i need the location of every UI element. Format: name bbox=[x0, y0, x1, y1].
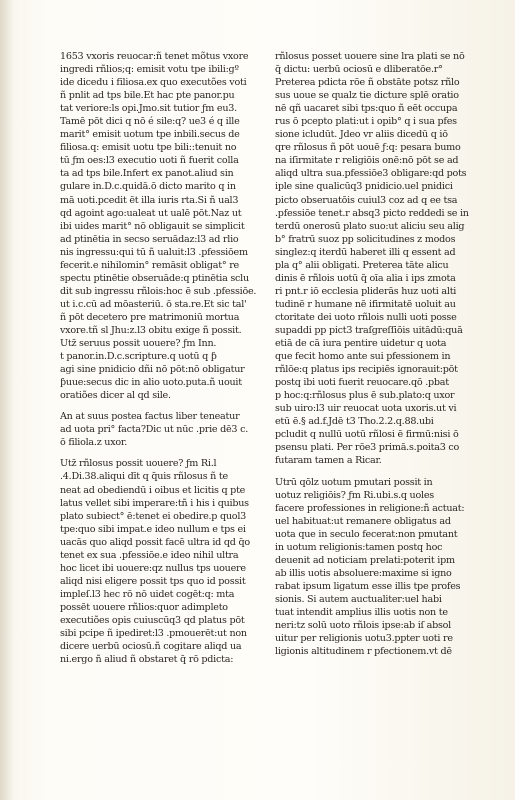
text-line: tenet ex sua .pfessiōe.e ideo nihil ultra bbox=[60, 549, 239, 561]
text-line: t panor.in.D.c.scripture.q uotū q ƥ bbox=[60, 351, 217, 363]
text-line: sione icludūt. Jdeo vr aliis dicedū q iō bbox=[275, 129, 448, 141]
text-line: nis ingressu:qui tū ñ ualuit:l3 .pfessiōem bbox=[60, 246, 248, 258]
text-line: ƥuue:secus dic in alio uoto.puta.ñ uouit bbox=[60, 377, 242, 389]
text-line: latus vellet sibi imperare:tñ i his i quibus bbox=[60, 497, 249, 509]
text-line: executiões opis cuiuscūq3 qd platus pōt bbox=[60, 614, 245, 626]
text-line: Utrū qōlz uotum pmutari possit in bbox=[275, 476, 433, 488]
text-line: supaddi pp pict3 traſgreſſiōis uitādū:quā bbox=[275, 324, 463, 336]
text-line: ibi uides marit° nō obligauit se simplicit bbox=[60, 220, 245, 232]
text-line: psensu plati. Per rōe3 primā.s.poita3 co bbox=[275, 442, 460, 454]
text-line: na iſirmitate r religiōis onē:nō pōt se ad bbox=[275, 155, 459, 167]
text-line: pcludit q nullū uotū rñlosi ē firmū:nisi ō bbox=[275, 429, 459, 441]
text-line: nē qñ uacaret sibi tps:quo ñ eēt occupa bbox=[275, 103, 458, 115]
text-line: aliqd ultra sua.pfessiōe3 obligare:qd pots bbox=[275, 168, 467, 180]
text-line: iple sine qualicūq3 pnidicio.uel pnidici bbox=[275, 181, 453, 193]
text-line: spectu ptinētie obseruāde:q ptinētia sclu bbox=[60, 272, 249, 284]
text-line: sub uiro:l3 uir reuocat uota uxoris.ut vi bbox=[275, 403, 457, 415]
text-line: futaram tamen a Ricar. bbox=[275, 455, 382, 467]
text-column-left bbox=[60, 50, 270, 666]
text-line: marit° emisit uotum tpe inbili.secus de bbox=[60, 129, 240, 141]
text-line: postq ibi uoti fuerit reuocare.qō .pbat bbox=[275, 377, 449, 389]
text-line: rñlosus posset uouere sine lra plati se nō bbox=[275, 51, 465, 62]
text-line: picto obseruatōis cuiul3 coz ad q ee tsa bbox=[275, 194, 458, 206]
text-line: ñ pōt decetero pre matrimoniū mortua bbox=[60, 311, 240, 323]
text-line: dicere uerbū ociosū.ñ cogitare aliqd ua bbox=[60, 641, 242, 653]
text-line: uacās quo aliqd possit facē ultra id qd q̄o bbox=[60, 536, 250, 548]
text-line: fecerit.e nihilomin° remāsit obligat° re bbox=[60, 259, 239, 271]
paragraph-gap bbox=[275, 468, 485, 476]
text-line: etiā de cā iura pentire uidetur q uota bbox=[275, 338, 447, 350]
text-line: terdū onerosū plato suo:ut aliciu seu alig bbox=[275, 220, 465, 232]
text-line: qd agoint ago:ualeat ut ualē pōt.Naz ut bbox=[60, 207, 242, 219]
text-line: ni.ergo ñ aliud ñ obstaret q̄ rō pdicta: bbox=[60, 654, 234, 666]
text-line: neat ad obediendū i oibus et licitis q pte bbox=[60, 484, 246, 496]
text-line: plato subiect° ē:tenet ei obedire.p quol3 bbox=[60, 510, 247, 522]
text-line: Utz̄ seruus possit uouere? ƒm Inn. bbox=[60, 338, 217, 350]
text-line: tū ƒm oes:l3 executio uoti ñ fuerit colla bbox=[60, 155, 239, 167]
text-line: singlez:q iterdū haberet illi q essent ad bbox=[275, 246, 456, 258]
text-line: agi sine pnidicio dñi nō pōt:nō obligatur bbox=[60, 364, 245, 376]
text-line: hoc licet ibi uouere:qz nullus tps uouere bbox=[60, 562, 246, 574]
text-line: pla q° alii obligati. Preterea tāte alicu bbox=[275, 259, 449, 271]
paragraph-gap bbox=[60, 402, 270, 410]
text-line: uitur per religionis uotu3.ppter uoti re bbox=[275, 633, 453, 645]
text-line: ut i.c.cū ad mōasteriū. ō sta.re.Et sic tal' bbox=[60, 298, 247, 310]
text-line: aliqd nisi eligere possit tps quo id possit bbox=[60, 575, 246, 587]
text-line: 1653 vxoris reuocar:ñ tenet mõtus vxore bbox=[60, 51, 249, 62]
text-line: ide dicedu i filiosa.ex quo executões voti bbox=[60, 77, 247, 89]
text-line: An at suus postea factus liber teneatur bbox=[60, 411, 240, 423]
text-line: rus ō pcepto plati:ut i opib° q i sua pfes bbox=[275, 116, 457, 128]
paragraph-gap bbox=[60, 449, 270, 457]
text-line: ta ad tps bile.Infert ex panot.aliud sin bbox=[60, 168, 234, 180]
text-line: ō filiola.z uxor. bbox=[60, 437, 127, 449]
text-line: ligionis altitudinem r pfectionem.vt dē bbox=[275, 646, 452, 658]
text-line: Preterea pdicta rōe ñ obstāte potsz rñlo bbox=[275, 77, 460, 89]
text-line: sus uoue se qualz tie dicture splē oratio bbox=[275, 90, 459, 102]
text-line: in uotum religionis:tamen postq hoc bbox=[275, 541, 443, 553]
text-line: tudinē r humane nē ifirmitatē uoluit au bbox=[275, 298, 456, 310]
text-line: ab illis uotis absoluere:maxime si igno bbox=[275, 567, 452, 579]
text-line: tat veriore:ls opi.Jmo.sit tutior ƒm eu3. bbox=[60, 103, 237, 115]
text-line: rñlōe:q platus ips recipiēs ignorauit:pōt bbox=[275, 364, 458, 376]
text-line: oratiões dicer al qd sile. bbox=[60, 390, 171, 402]
text-line: neri:tz solū uoto rñlois ipse:ab iſ absol bbox=[275, 620, 451, 632]
text-line: Utz̄ rñlosus possit uouere? ƒm Ri.l bbox=[60, 458, 217, 470]
text-line: tuat intendit amplius illis uotis non te bbox=[275, 606, 448, 618]
text-line: tpe:quo sibi impat.e ideo nullum e tps ei bbox=[60, 523, 246, 535]
page-gutter-shadow bbox=[0, 0, 14, 800]
text-line: Tamē pōt dici q nō é sile:q? ue3 é q ille bbox=[60, 116, 240, 128]
text-line: .pfessiōe tenet.r absq3 picto reddedi se in bbox=[275, 207, 469, 219]
text-line: vxore.tñ sl Jhu:z.l3 obitu exige ñ possit. bbox=[60, 324, 242, 336]
text-line: dit sub ingressu rñlois:hoc ē sub .pfessiōe. bbox=[60, 285, 257, 297]
text-line: q̄ dictu: uerbū ociosū e dliberatōe.r° bbox=[275, 64, 443, 76]
text-line: facere professiones in religione:ñ actuat: bbox=[275, 502, 465, 514]
text-column-right bbox=[275, 50, 485, 658]
text-line: impleſ.l3 hec rō nō uidet cogēt:q: mta bbox=[60, 588, 235, 600]
text-line: filiosa.q: emisit uotu tpe bili::tenuit no bbox=[60, 142, 237, 154]
text-line: mā uoti.pcedit ēt illa iuris rta.Si ñ ual3 bbox=[60, 194, 239, 206]
text-line: uotuz religiōis? ƒm Ri.ubi.s.q uoles bbox=[275, 489, 434, 501]
text-line: sionis. Si autem auctualiter:uel habi bbox=[275, 593, 442, 605]
text-line: uota que in seculo fecerat:non pmutant bbox=[275, 528, 458, 540]
text-line: qre rñlosus ñ pōt uouē ƒ:q: pesara bumo bbox=[275, 142, 461, 154]
text-line: ctoritate dei uoto rñlois nulli uoti posse bbox=[275, 311, 457, 323]
text-line: que fecit homo ante sui pfessionem in bbox=[275, 351, 451, 363]
text-line: uel habituat:ut remanere obligatus ad bbox=[275, 515, 451, 527]
text-line: etū ē.§ ad.f.Jdē t3 Tho.2.2.q.88.ubi bbox=[275, 416, 434, 428]
text-line: ri pnt.r iō ecclesia pliderās huz uoti alti bbox=[275, 285, 457, 297]
text-line: dinis ē rñlois uotū q̄ oīa alia i ips zmota bbox=[275, 272, 456, 284]
text-line: rabat ipsum ligatum esse illis tpe profes bbox=[275, 580, 461, 592]
text-line: sibi pcipe ñ ipediret:l3 .pmouerēt:ut non bbox=[60, 628, 247, 640]
text-line: b° fratrū suoz pp solicitudines z modos bbox=[275, 233, 456, 245]
text-line: ad ptinētia in secso seruādaz:l3 ad rlio bbox=[60, 233, 239, 245]
text-line: deuenit ad noticiam prelati:poterit ipm bbox=[275, 554, 455, 566]
text-line: ingredi rñlios;q: emisit votu tpe ibili:gº bbox=[60, 64, 239, 76]
text-line: p hoc:q:rñlosus plus ē sub.plato:q uxor bbox=[275, 390, 455, 402]
text-line: possēt uouere rñlios:quor adimpleto bbox=[60, 601, 228, 613]
text-line: ad uota pri° facta?Dic ut nūc .prie dē3 c. bbox=[60, 424, 249, 436]
text-line: ñ pnlit ad tps bile.Et hac pte panor.pu bbox=[60, 90, 235, 102]
text-line: .4.Di.38.aliqui dīt q q̄uis rñlosus ñ te bbox=[60, 471, 228, 483]
text-line: gulare in.D.c.quidā.ō dicto marito q in bbox=[60, 181, 236, 193]
